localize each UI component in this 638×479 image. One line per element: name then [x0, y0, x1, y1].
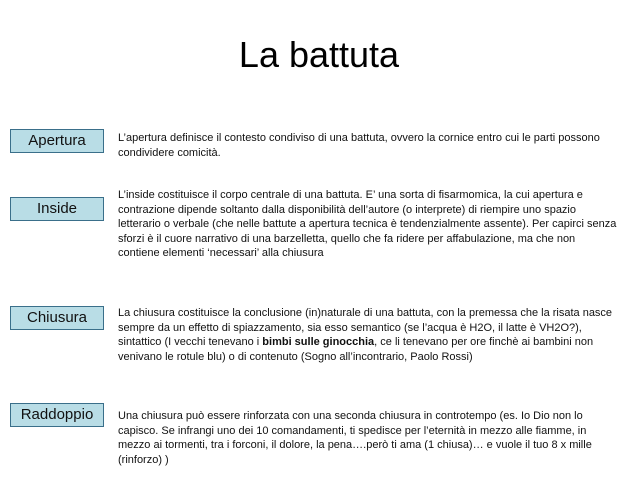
- description-apertura: L’apertura definisce il contesto condiviso di una battuta, ovvero la cornice entro cui le parti possono condividere comicità.: [118, 132, 600, 159]
- description-inside: L’inside costituisce il corpo centrale di una battuta. E’ una sorta di fisarmomica, la cui apertura e contrazione dipende soltanto dalla disponibilità dell’autore (o interprete) di riempire uno spazio letterario o verbale (che nelle battute a apertura tecnica è tendenzialmente assente). Per capirci senza sforzi è il cuore narrativo di una barzelletta, quello che fa ridere per affabulazione, ma che non contiene elementi ‘necessari’ alla chiusura: [118, 189, 617, 259]
- slide-title: La battuta: [238, 34, 400, 75]
- description-chiusura-bold: bimbi sulle ginocchia: [262, 336, 375, 348]
- label-raddoppio: Raddoppio: [10, 403, 104, 427]
- label-inside: Inside: [10, 197, 104, 221]
- label-apertura: Apertura: [10, 129, 104, 153]
- description-chiusura: [118, 306, 618, 364]
- description-chiusura-part-2: , ce li tenevano per ore finchè ai bambini non venivano le rotule blu) o di contenuto (Sogno all’incontrario, Paolo Rossi): [118, 336, 594, 363]
- description-chiusura-part-1: La chiusura costituisce la conclusione (in)naturale di una battuta, con la premessa che la risata nasce sempre da un effetto di spiazzamento, sia esso semantico (se l’acqua è H2O, il latte è VH2O?), sintattico (I vecchi tenevano i: [118, 307, 613, 348]
- description-raddoppio: Una chiusura può essere rinforzata con una seconda chiusura in controtempo (es. Io Dio non lo capisco. Se infrangi uno dei 10 comandamenti, ti spedisce per l’eternità in mezzo alle fiamme, in mezzo ai tormenti, tra i forconi, il dolore, la pena….però ti ama (1 chiusa)… e vuole il tuo 8 x mille (rinforzo) ): [118, 410, 592, 466]
- label-chiusura: Chiusura: [10, 306, 104, 330]
